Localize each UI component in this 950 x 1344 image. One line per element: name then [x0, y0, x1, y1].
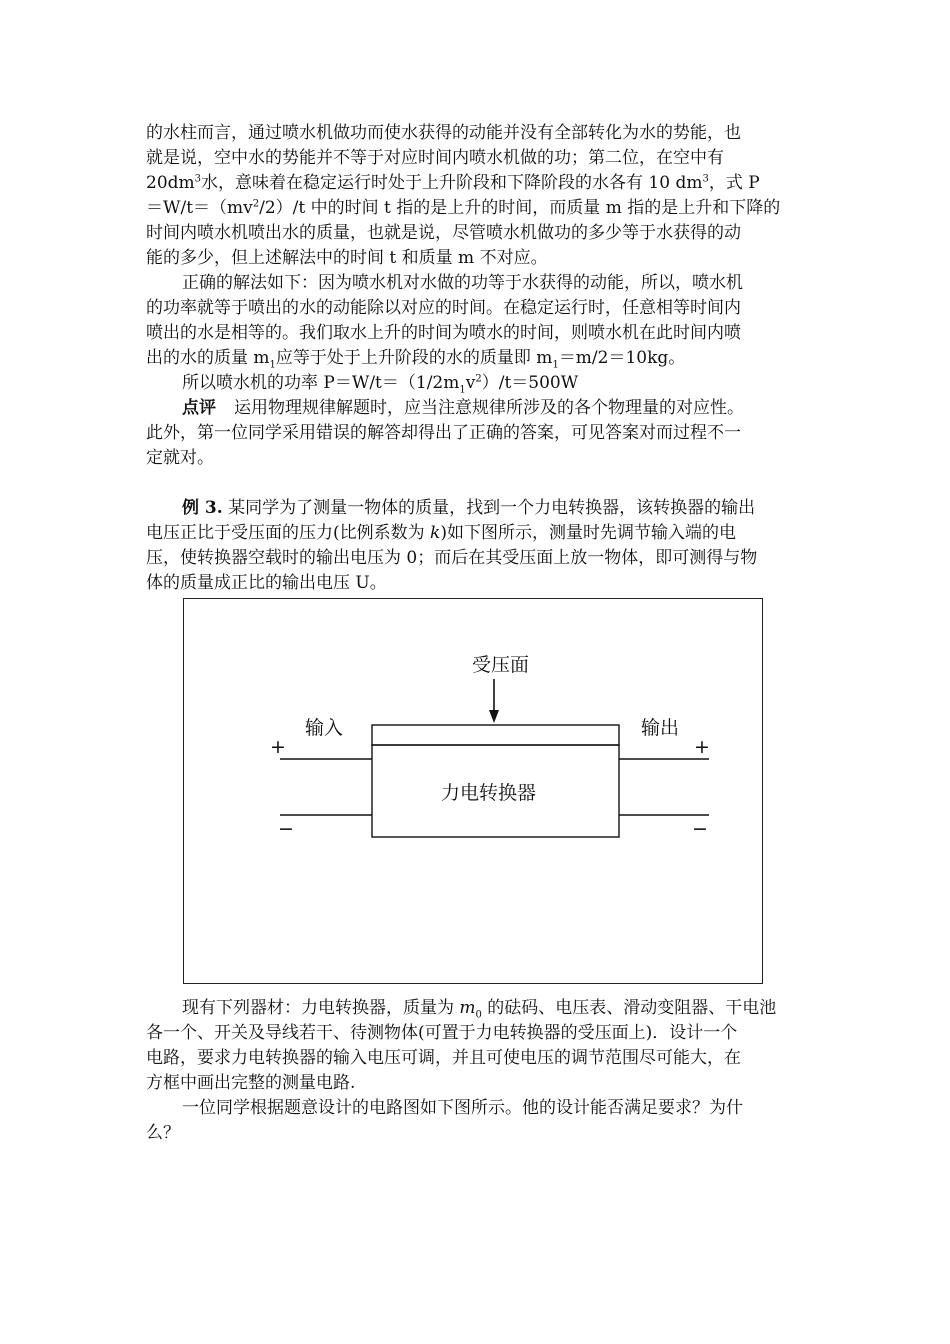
- pressure-plate: [372, 725, 619, 745]
- input-plus-sign: +: [270, 736, 286, 758]
- converter-label: 力电转换器: [441, 782, 537, 804]
- text-line: $=W/t=(mv^2/2)/t$ 中的时间 t 指的是上升的时间，而质量 m 指的是上升和下降的: [146, 198, 781, 218]
- text-line: 定就对。: [146, 448, 214, 468]
- comment-paragraph: [146, 396, 808, 471]
- text-line: 点评 运用物理规律解题时，应当注意规律所涉及的各个物理量的对应性。: [182, 398, 744, 418]
- input-minus-sign: −: [278, 818, 294, 840]
- text-line: 此外，第一位同学采用错误的解答却得出了正确的答案，可见答案对而过程不一: [146, 423, 741, 443]
- text-line: 各一个、开关及导线若干、待测物体(可置于力电转换器的受压面上)．设计一个: [146, 1023, 738, 1043]
- text-line: 电路，要求力电转换器的输入电压可调，并且可使电压的调节范围尽可能大，在: [146, 1048, 741, 1068]
- text-line: 现有下列器材：力电转换器，质量为 $m_0$ 的砝码、电压表、滑动变阻器、干电池: [182, 998, 777, 1021]
- text-line: 出的水的质量 $m_1$应等于处于上升阶段的水的质量即 $m_1=m/2=10kg$。: [146, 348, 686, 371]
- example-3-paragraph: [146, 496, 808, 596]
- input-label: 输入: [305, 717, 344, 739]
- converter-diagram: [184, 599, 764, 985]
- text-line: 的水柱而言，通过喷水机做功而使水获得的动能并没有全部转化为水的势能，也: [146, 123, 741, 143]
- text-line: 就是说，空中水的势能并不等于对应时间内喷水机做的功；第二位，在空中有: [146, 148, 724, 168]
- text-line: 正确的解法如下：因为喷水机对水做的功等于水获得的动能，所以，喷水机: [182, 273, 743, 293]
- output-plus-sign: +: [694, 736, 710, 758]
- converter-figure: [183, 598, 763, 984]
- text-line: 么？: [146, 1123, 180, 1143]
- text-line: 例 3. 某同学为了测量一物体的质量，找到一个力电转换器，该转换器的输出: [182, 498, 756, 518]
- text-line: 方框中画出完整的测量电路.: [146, 1073, 356, 1093]
- text-line: 时间内喷水机喷出水的质量，也就是说，尽管喷水机做功的多少等于水获得的动: [146, 223, 741, 243]
- pressure-arrow-head: [489, 710, 499, 723]
- analysis-paragraph: [146, 121, 808, 271]
- text-line: 体的质量成正比的输出电压 U。: [146, 573, 387, 593]
- output-minus-sign: −: [692, 818, 708, 840]
- comment-label: 点评: [182, 398, 216, 418]
- text-line: 能的多少，但上述解法中的时间 t 和质量 m 不对应。: [146, 248, 548, 268]
- text-line: $20dm^3$水，意味着在稳定运行时处于上升阶段和下降阶段的水各有 10 $dm^3$，式 P: [146, 173, 760, 193]
- text-line: 喷出的水是相等的。我们取水上升的时间为喷水的时间，则喷水机在此时间内喷: [146, 323, 741, 343]
- text-line: 的功率就等于喷出的水的动能除以对应的时间。在稳定运行时，任意相等时间内: [146, 298, 741, 318]
- question-paragraph: [146, 1096, 808, 1146]
- text-line: 所以喷水机的功率 $P=W/t=(1/2m_1v^2)/t=500W$: [182, 373, 579, 396]
- output-label: 输出: [641, 717, 680, 739]
- correct-solution-paragraph: [146, 271, 808, 371]
- pressure-surface-label: 受压面: [472, 654, 530, 676]
- text-line: 电压正比于受压面的压力(比例系数为 k)如下图所示，测量时先调节输入端的电: [146, 523, 736, 543]
- text-line: 一位同学根据题意设计的电路图如下图所示。他的设计能否满足要求？为什: [182, 1098, 743, 1118]
- materials-paragraph: [146, 996, 808, 1096]
- example-label: 例 3.: [182, 498, 223, 518]
- text-line: 压，使转换器空载时的输出电压为 0；而后在其受压面上放一物体，即可测得与物: [146, 548, 758, 568]
- power-result-line: [146, 371, 808, 396]
